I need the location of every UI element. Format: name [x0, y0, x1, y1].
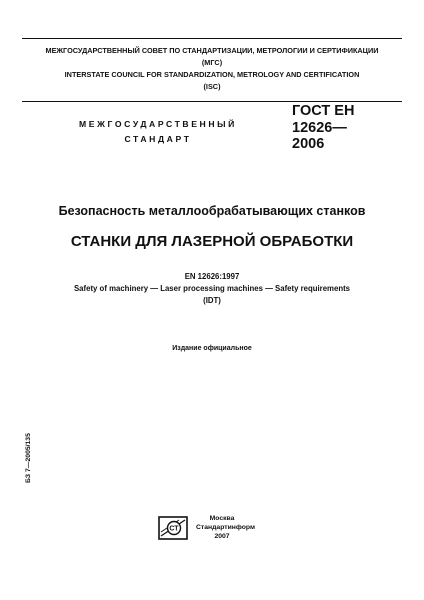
publisher-block: [196, 515, 255, 541]
designation-line1: ГОСТ ЕН: [292, 103, 355, 119]
document-title: Безопасность металлообрабатывающих станков: [58, 204, 366, 218]
council-abbr-ru: (МГС): [201, 58, 223, 67]
designation-line2: 12626—: [292, 119, 347, 136]
council-header: [22, 38, 402, 102]
en-degree: (IDT): [203, 296, 221, 305]
logo-letters: СТ: [169, 525, 179, 533]
publisher-city: Москва: [209, 515, 235, 522]
side-code: БЗ 7—2005/135: [25, 433, 32, 483]
standard-type-line1: МЕЖГОСУДАРСТВЕННЫЙ: [79, 119, 237, 129]
standard-type-line2: СТАНДАРТ: [124, 134, 192, 144]
designation-line3: 2006: [292, 136, 325, 152]
standard-designation: [292, 103, 354, 153]
publisher-name: Стандартинформ: [196, 523, 255, 531]
edition-label: Издание официальное: [172, 345, 252, 352]
council-name-ru: МЕЖГОСУДАРСТВЕННЫЙ СОВЕТ ПО СТАНДАРТИЗАЦИИ, МЕТРОЛОГИИ И СЕРТИФИКАЦИИ: [45, 46, 379, 55]
en-title: Safety of machinery — Laser processing machines — Safety requirements: [73, 284, 351, 293]
standard-type: [58, 117, 258, 147]
council-name-en: INTERSTATE COUNCIL FOR STANDARDIZATION, METROLOGY AND CERTIFICATION: [64, 70, 360, 79]
publisher-year: 2007: [214, 532, 230, 540]
document-subtitle: СТАНКИ ДЛЯ ЛАЗЕРНОЙ ОБРАБОТКИ: [70, 233, 354, 250]
council-abbr-en: (ISC): [203, 82, 221, 91]
standartinform-logo-icon: [158, 516, 188, 540]
en-code: EN 12626:1997: [184, 272, 240, 281]
en-reference: [0, 271, 424, 307]
